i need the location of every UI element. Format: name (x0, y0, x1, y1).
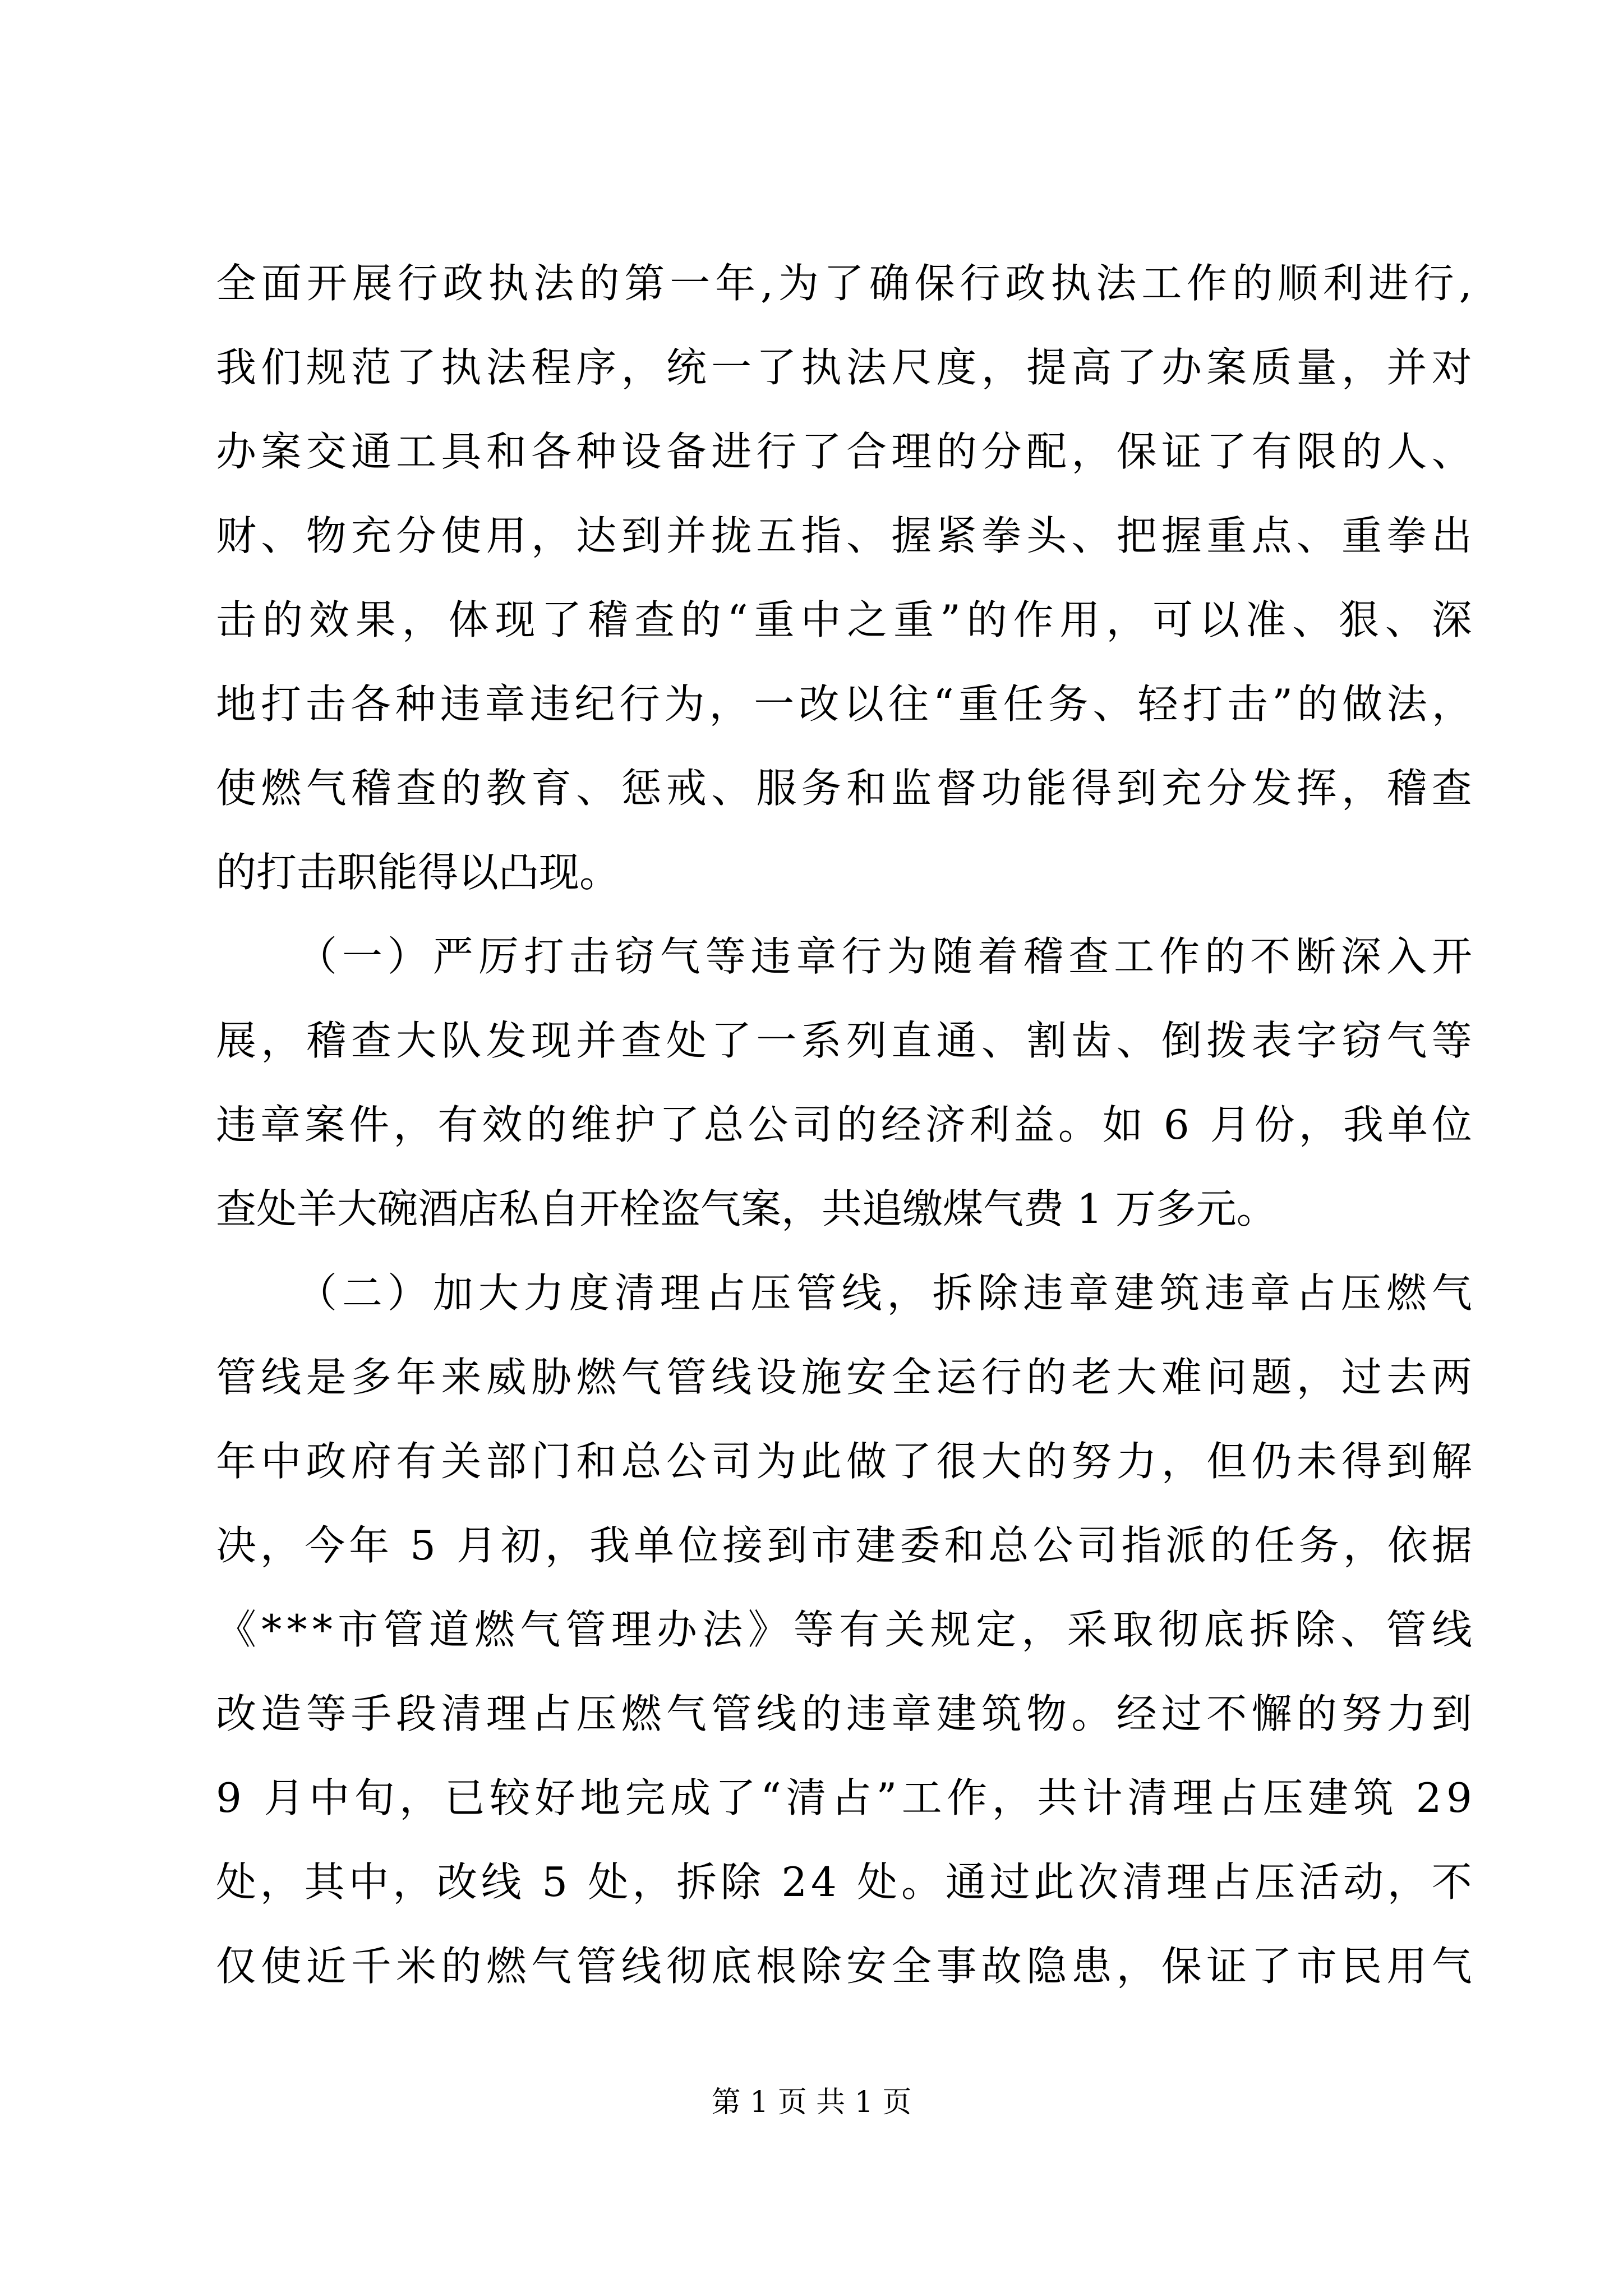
text-line: 管 线 是 多 年 来 威 胁 燃 气 管 线 设 施 安 全 运 行 的 老 大 难 问 题 ， 过 去 两 (216, 1354, 1472, 1401)
text-line: 违 章 案 件 ， 有 效 的 维 护 了 总 公 司 的 经 济 利 益 。 如 6 月 份 ， 我 单 位 (216, 1101, 1472, 1148)
text-line: 决 ， 今 年 5 月 初 ， 我 单 位 接 到 市 建 委 和 总 公 司 指 派 的 任 务 ， 依 据 (216, 1522, 1472, 1569)
text-line: 查处羊大碗酒店私自开栓盗气案，共追缴煤气费 1 万多元。 (216, 1185, 1277, 1232)
text-line: 击 的 效 果 ， 体 现 了 稽 查 的 “ 重 中 之 重 ” 的 作 用 ， 可 以 准 、 狠 、 深 (216, 596, 1472, 643)
text-line: 财 、 物 充 分 使 用 ， 达 到 并 拢 五 指 、 握 紧 拳 头 、 把 握 重 点 、 重 拳 出 (216, 512, 1472, 559)
text-line: 展 ， 稽 查 大 队 发 现 并 查 处 了 一 系 列 直 通 、 割 齿 、 倒 拨 表 字 窃 气 等 (216, 1017, 1472, 1064)
paragraph-1 (216, 241, 1472, 914)
text-line: 我 们 规 范 了 执 法 程 序 ， 统 一 了 执 法 尺 度 ， 提 高 了 办 案 质 量 ， 并 对 (216, 344, 1472, 391)
text-line: （ 二 ） 加 大 力 度 清 理 占 压 管 线 ， 拆 除 违 章 建 筑 违 章 占 压 燃 气 (297, 1269, 1472, 1317)
text-line: 地 打 击 各 种 违 章 违 纪 行 为 ， 一 改 以 往 “ 重 任 务 、 轻 打 击 ” 的 做 法 ， (216, 680, 1472, 728)
text-line: 的打击职能得以凸现。 (216, 849, 620, 896)
page-footer: 第 1 页 共 1 页 (711, 2086, 912, 2119)
text-line: 使 燃 气 稽 查 的 教 育 、 惩 戒 、 服 务 和 监 督 功 能 得 到 充 分 发 挥 ， 稽 查 (216, 765, 1472, 812)
text-line: 办 案 交 通 工 具 和 各 种 设 备 进 行 了 合 理 的 分 配 ， 保 证 了 有 限 的 人 、 (216, 428, 1472, 475)
text-line: 《 * * * 市 管 道 燃 气 管 理 办 法 》 等 有 关 规 定 ， 采 取 彻 底 拆 除 、 管 线 (216, 1606, 1472, 1653)
text-line: 处 ， 其 中 ， 改 线 5 处 ， 拆 除 2 4 处 。 通 过 此 次 清 理 占 压 活 动 ， 不 (216, 1858, 1472, 1906)
text-line: （ 一 ） 严 厉 打 击 窃 气 等 违 章 行 为 随 着 稽 查 工 作 的 不 断 深 入 开 (297, 933, 1472, 980)
paragraph-2 (216, 914, 1472, 1251)
text-line: 改 造 等 手 段 清 理 占 压 燃 气 管 线 的 违 章 建 筑 物 。 经 过 不 懈 的 努 力 到 (216, 1690, 1472, 1737)
text-line: 9 月 中 旬 ， 已 较 好 地 完 成 了 “ 清 占 ” 工 作 ， 共 计 清 理 占 压 建 筑 2 9 (216, 1774, 1472, 1821)
text-line: 仅 使 近 千 米 的 燃 气 管 线 彻 底 根 除 安 全 事 故 隐 患 ， 保 证 了 市 民 用 气 (216, 1943, 1472, 1990)
text-line: 年 中 政 府 有 关 部 门 和 总 公 司 为 此 做 了 很 大 的 努 力 ， 但 仍 未 得 到 解 (216, 1438, 1472, 1485)
paragraph-3 (216, 1251, 1472, 2008)
text-line: 全 面 开 展 行 政 执 法 的 第 一 年 , 为 了 确 保 行 政 执 法 工 作 的 顺 利 进 行 , (216, 260, 1472, 307)
document-body (216, 241, 1472, 2008)
